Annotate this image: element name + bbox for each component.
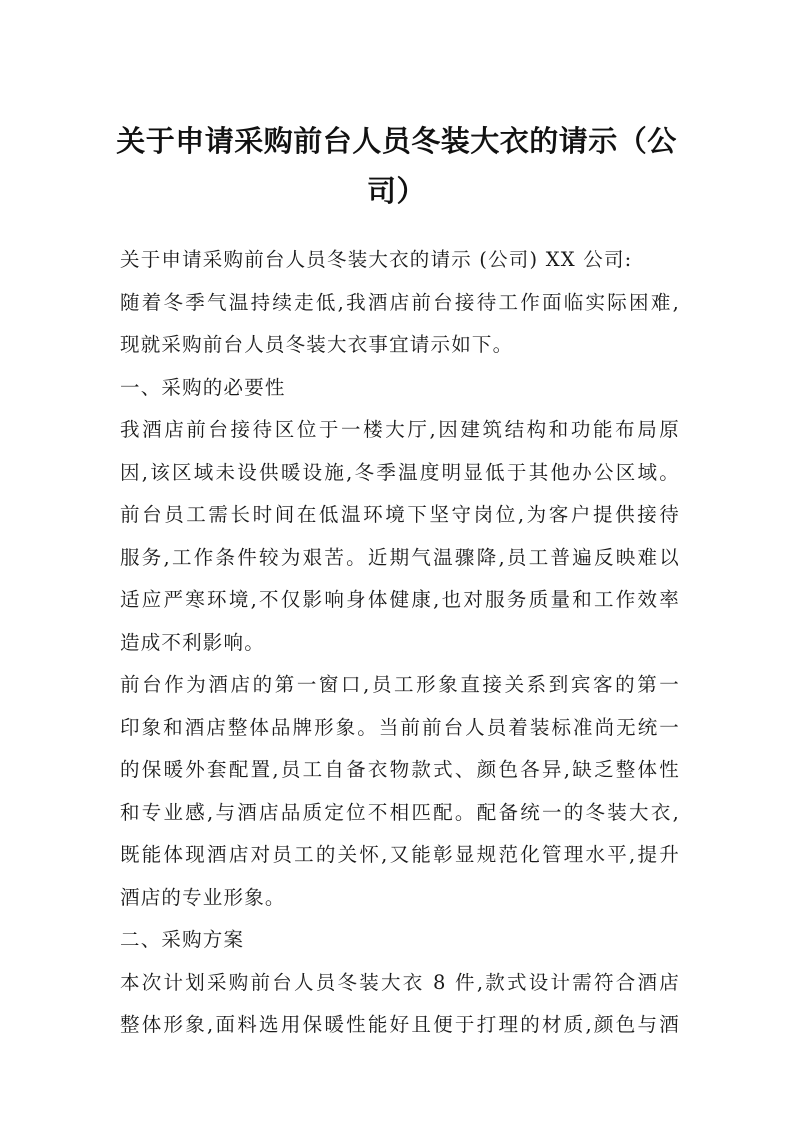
text-line: 因,该区域未设供暖设施,冬季温度明显低于其他办公区域。 xyxy=(120,460,680,484)
title-line: 关于申请采购前台人员冬装大衣的请示（公 xyxy=(116,124,677,158)
text-line: 和专业感,与酒店品质定位不相匹配。配备统一的冬装大衣, xyxy=(120,800,680,824)
document-title xyxy=(96,116,697,216)
text-line: 前台员工需长时间在低温环境下坚守岗位,为客户提供接待 xyxy=(120,503,680,526)
text-line: 的保暖外套配置,员工自备衣物款式、颜色各异,缺乏整体性 xyxy=(120,758,680,781)
text-line: 适应严寒环境,不仅影响身体健康,也对服务质量和工作效率 xyxy=(120,588,680,611)
text-line: 印象和酒店整体品牌形象。当前前台人员着装标准尚无统一 xyxy=(120,715,680,739)
text-line: 我酒店前台接待区位于一楼大厅,因建筑结构和功能布局原 xyxy=(120,418,680,441)
text-line: 酒店的专业形象。 xyxy=(120,885,286,909)
text-line: 造成不利影响。 xyxy=(120,630,265,654)
text-line: 关于申请采购前台人员冬装大衣的请示 (公司) XX 公司: xyxy=(120,248,633,271)
document-body xyxy=(120,239,680,1047)
text-line: 现就采购前台人员冬装大衣事宜请示如下。 xyxy=(120,333,514,356)
text-line: 本次计划采购前台人员冬装大衣 8 件,款式设计需符合酒店 xyxy=(120,970,680,994)
text-line: 随着冬季气温持续走低,我酒店前台接待工作面临实际困难, xyxy=(120,290,680,314)
text-line: 整体形象,面料选用保暖性能好且便于打理的材质,颜色与酒 xyxy=(120,1013,680,1036)
text-line: 前台作为酒店的第一窗口,员工形象直接关系到宾客的第一 xyxy=(120,673,680,696)
title-line: 司） xyxy=(366,174,426,208)
text-line: 既能体现酒店对员工的关怀,又能彰显规范化管理水平,提升 xyxy=(120,843,680,866)
text-line: 服务,工作条件较为艰苦。近期气温骤降,员工普遍反映难以 xyxy=(120,545,680,569)
text-line: 二、采购方案 xyxy=(120,928,245,951)
text-line: 一、采购的必要性 xyxy=(120,375,286,399)
